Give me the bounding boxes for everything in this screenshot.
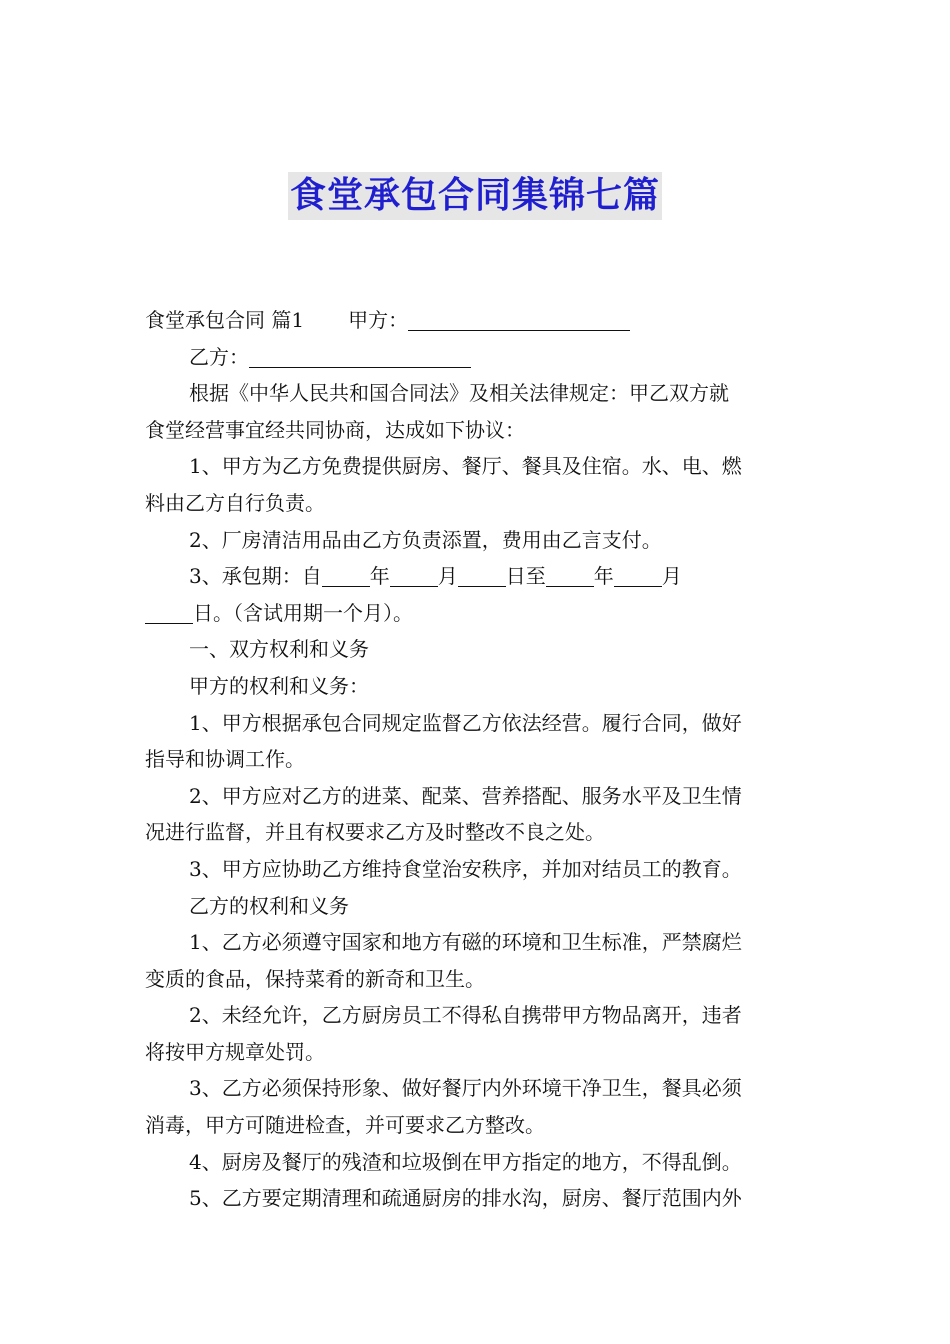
subsection-heading: 甲方的权利和义务： bbox=[189, 673, 369, 698]
document-title: 食堂承包合同集锦七篇 bbox=[288, 172, 662, 220]
subsection-heading: 乙方的权利和义务 bbox=[189, 893, 349, 918]
paragraph-line: 食堂经营事宜经共同协商，达成如下协议： bbox=[145, 417, 525, 442]
contract-heading: 食堂承包合同 篇1 bbox=[145, 308, 305, 332]
end-month-blank bbox=[614, 564, 662, 587]
party-b-label: 乙方： bbox=[189, 344, 249, 369]
start-month-blank bbox=[390, 564, 438, 587]
paragraph-line: 4、厨房及餐厅的残渣和垃圾倒在甲方指定的地方，不得乱倒。 bbox=[189, 1149, 742, 1174]
party-b-line bbox=[145, 339, 807, 376]
paragraph-line: 1、甲方根据承包合同规定监督乙方依法经营。履行合同，做好 bbox=[189, 710, 742, 735]
paragraph-line: 3、乙方必须保持形象、做好餐厅内外环境干净卫生，餐具必须 bbox=[189, 1076, 742, 1101]
paragraph-line: 2、未经允许，乙方厨房员工不得私自携带甲方物品离开，违者 bbox=[189, 1003, 742, 1028]
start-year-blank bbox=[322, 564, 370, 587]
start-day-blank bbox=[458, 564, 506, 587]
paragraph-line: 3、甲方应协助乙方维持食堂治安秩序，并加对结员工的教育。 bbox=[189, 856, 742, 881]
paragraph-line: 5、乙方要定期清理和疏通厨房的排水沟，厨房、餐厅范围内外 bbox=[189, 1186, 742, 1211]
paragraph-line: 根据《中华人民共和国合同法》及相关法律规定：甲乙双方就 bbox=[189, 381, 729, 406]
paragraph-line: 1、乙方必须遵守国家和地方有磁的环境和卫生标准，严禁腐烂 bbox=[189, 930, 742, 955]
end-year-blank bbox=[546, 564, 594, 587]
party-a-blank bbox=[408, 308, 630, 331]
paragraph-line: 2、厂房清洁用品由乙方负责添置，费用由乙言支付。 bbox=[189, 527, 662, 552]
title-container bbox=[0, 172, 950, 220]
paragraph-line: 1、甲方为乙方免费提供厨房、餐厅、餐具及住宿。水、电、燃 bbox=[189, 454, 742, 479]
paragraph-line: 变质的食品，保持菜肴的新奇和卫生。 bbox=[145, 966, 485, 991]
paragraph-line: 况进行监督，并且有权要求乙方及时整改不良之处。 bbox=[145, 820, 605, 845]
section-heading: 一、双方权利和义务 bbox=[189, 637, 369, 662]
paragraph-line: 料由乙方自行负责。 bbox=[145, 490, 325, 515]
paragraph-line: 2、甲方应对乙方的进菜、配菜、营养搭配、服务水平及卫生情 bbox=[189, 783, 742, 808]
paragraph-line: 指导和协调工作。 bbox=[145, 747, 305, 772]
term-line-end: 日。（含试用期一个月）。 bbox=[145, 595, 807, 632]
party-b-blank bbox=[249, 345, 471, 368]
end-day-blank bbox=[145, 601, 193, 624]
document-body bbox=[145, 302, 807, 1217]
contract-heading-line bbox=[145, 302, 807, 339]
paragraph-line: 消毒，甲方可随进检查，并可要求乙方整改。 bbox=[145, 1113, 545, 1138]
party-a-label: 甲方： bbox=[348, 308, 409, 332]
term-line: 3、承包期：自 年 月 日至 年 月 bbox=[189, 564, 682, 589]
paragraph-line: 将按甲方规章处罚。 bbox=[145, 1039, 325, 1064]
